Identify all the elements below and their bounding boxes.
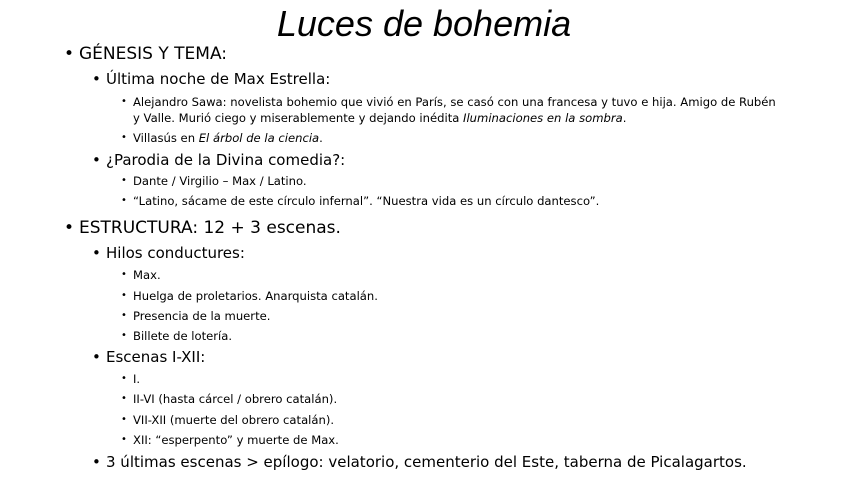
list-item-text: II-VI (hasta cárcel / obrero catalán). <box>133 392 338 406</box>
sawa-book-title: Iluminaciones en la sombra <box>463 111 623 125</box>
subheading-parodia <box>92 151 346 170</box>
slide-title: Luces de bohemia <box>276 3 572 44</box>
bullet: • <box>64 44 75 64</box>
heading-genesis <box>64 44 228 65</box>
list-item-text: XII: “esperpento” y muerte de Max. <box>133 433 339 447</box>
bullet: • <box>121 414 127 425</box>
heading-estructura-text: ESTRUCTURA: 12 + 3 escenas. <box>79 218 341 238</box>
bullet: • <box>92 244 101 262</box>
list-item-escenas-2 <box>121 391 338 407</box>
heading-estructura <box>64 218 341 239</box>
list-item-villasus <box>121 130 323 146</box>
bullet: • <box>121 373 127 384</box>
villasus-text: Villasús en <box>133 131 199 145</box>
bullet: • <box>92 70 101 88</box>
list-item-hilos-3 <box>121 308 271 324</box>
bullet: • <box>121 132 127 143</box>
list-item-parodia-2 <box>121 193 600 209</box>
list-item-text: VII-XII (muerte del obrero catalán). <box>133 413 335 427</box>
sawa-end: . <box>622 111 627 125</box>
bullet: • <box>121 175 127 186</box>
villasus-book-title: El árbol de la ciencia <box>198 131 320 145</box>
list-item-text: Presencia de la muerte. <box>133 309 271 323</box>
list-item-text: Huelga de proletarios. Anarquista catalán. <box>133 289 378 303</box>
list-item-text: Max. <box>133 268 161 282</box>
bullet: • <box>92 151 101 169</box>
bullet: • <box>92 348 101 366</box>
subheading-ultimas-escenas-text: 3 últimas escenas > epílogo: velatorio, cementerio del Este, taberna de Picalagartos. <box>106 453 747 471</box>
subheading-hilos <box>92 244 245 263</box>
list-item-hilos-1 <box>121 267 161 283</box>
bullet: • <box>121 434 127 445</box>
list-item-parodia-1 <box>121 173 307 189</box>
bullet: • <box>121 393 127 404</box>
list-item-sawa <box>121 94 783 126</box>
subheading-hilos-text: Hilos conductures: <box>106 244 245 262</box>
heading-genesis-text: GÉNESIS Y TEMA: <box>79 44 228 64</box>
list-item-text: “Latino, sácame de este círculo infernal”. “Nuestra vida es un círculo dantesco”. <box>133 194 600 208</box>
subheading-ultimas-escenas <box>92 453 747 472</box>
bullet: • <box>121 310 127 321</box>
subheading-parodia-text: ¿Parodia de la Divina comedia?: <box>106 151 346 169</box>
bullet: • <box>121 96 127 107</box>
list-item-hilos-2 <box>121 288 378 304</box>
list-item-escenas-1 <box>121 371 141 387</box>
list-item-escenas-3 <box>121 412 335 428</box>
list-item-text: Dante / Virgilio – Max / Latino. <box>133 174 307 188</box>
bullet: • <box>92 453 101 471</box>
list-item-text: I. <box>133 372 141 386</box>
bullet: • <box>121 269 127 280</box>
list-item-text: Billete de lotería. <box>133 329 233 343</box>
sawa-text: Alejandro Sawa: novelista bohemio que vivió en París, se casó con una francesa y tuvo e hija. Amigo de Rubén y Valle. Murió ciego y miserablemente y dejando inédita <box>133 95 776 125</box>
bullet: • <box>121 195 127 206</box>
subheading-ultima-noche-text: Última noche de Max Estrella: <box>106 70 331 88</box>
list-item-escenas-4 <box>121 432 339 448</box>
bullet: • <box>121 290 127 301</box>
subheading-escenas-text: Escenas I-XII: <box>106 348 206 366</box>
bullet: • <box>64 218 75 238</box>
subheading-ultima-noche <box>92 70 331 89</box>
bullet: • <box>121 330 127 341</box>
list-item-hilos-4 <box>121 328 233 344</box>
villasus-end: . <box>319 131 323 145</box>
subheading-escenas <box>92 348 206 367</box>
